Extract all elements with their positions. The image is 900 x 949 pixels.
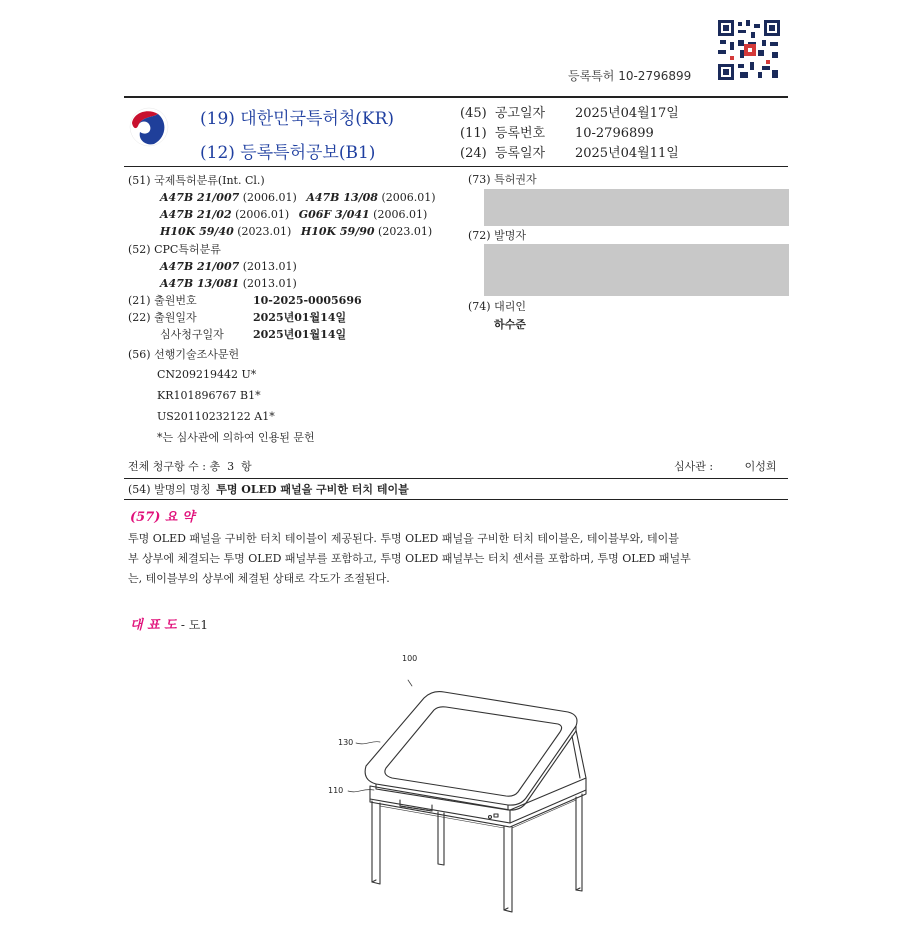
ipc-row: A47B 21/02 (2006.01) G06F 3/041 (2006.01) — [160, 208, 428, 221]
prior-art-item: US20110232122 A1* — [157, 410, 275, 423]
inventor-label: (72) 발명자 — [468, 229, 526, 242]
reg-label: 등록특허 — [568, 69, 615, 83]
office-12: (12) 등록특허공보(B1) — [200, 143, 376, 163]
header-rule — [124, 166, 788, 167]
prior-art-note: *는 심사관에 의하여 인용된 문헌 — [157, 431, 315, 444]
prior-art-heading: (56) 선행기술조사문헌 — [128, 348, 240, 361]
abstract-heading: (57) 요 약 — [130, 510, 195, 525]
abstract-line: 부 상부에 체결되는 투명 OLED 패널부를 포함하고, 투명 OLED 패널부는 터치 센서를 포함하며, 투명 OLED 패널부 — [128, 552, 691, 565]
abstract-body — [128, 529, 691, 589]
exam-date-row: 심사청구일자 2025년01월14일 — [160, 328, 347, 341]
date-row: (24) 등록일자 2025년04월11일 — [460, 146, 679, 161]
ref-110: 110 — [328, 786, 344, 795]
touch-table-drawing — [340, 660, 600, 920]
date-row: (11) 등록번호 10-2796899 — [460, 126, 654, 141]
abstract-line: 는, 테이블부의 상부에 체결된 상태로 각도가 조절된다. — [128, 572, 390, 585]
prior-art-item: CN209219442 U* — [157, 368, 257, 381]
inventor-redacted — [484, 244, 789, 296]
ref-100: 100 — [402, 654, 418, 663]
top-rule — [124, 96, 788, 98]
qr-code — [718, 20, 780, 80]
examiner: 심사관 : 이성희 — [674, 460, 777, 473]
agent-label: (74) 대리인 — [468, 300, 526, 313]
cpc-list — [160, 258, 297, 292]
title-top-rule — [124, 478, 788, 479]
rep-figure: 대 표 도 - 도1 — [130, 618, 208, 633]
app-date-row: (22) 출원일자 2025년01월14일 — [128, 311, 347, 324]
reg-number: 10-2796899 — [618, 69, 692, 83]
ipc-heading: (51) 국제특허분류(Int. Cl.) — [128, 174, 265, 187]
cpc-row: A47B 21/007 (2013.01) — [160, 260, 297, 273]
prior-art-list — [157, 364, 315, 448]
date-row: (45) 공고일자 2025년04월17일 — [460, 106, 679, 121]
claims-count: 전체 청구항 수 : 총 3 항 — [128, 460, 252, 473]
ipc-row: A47B 21/007 (2006.01) A47B 13/08 (2006.01) — [160, 191, 436, 204]
ipc-list — [160, 189, 436, 240]
ipc-row: H10K 59/40 (2023.01) H10K 59/90 (2023.01) — [160, 225, 433, 238]
cpc-heading: (52) CPC특허분류 — [128, 243, 221, 256]
prior-art-item: KR101896767 B1* — [157, 389, 261, 402]
cpc-row: A47B 13/081 (2013.01) — [160, 277, 297, 290]
ref-130: 130 — [338, 738, 354, 747]
patentee-label: (73) 특허권자 — [468, 173, 537, 186]
title-bottom-rule — [124, 499, 788, 500]
agent-name: 하수준 — [494, 318, 526, 331]
office-19: (19) 대한민국특허청(KR) — [200, 109, 395, 129]
patentee-redacted — [484, 189, 789, 226]
taegeuk-logo-icon — [128, 106, 170, 148]
abstract-line: 투명 OLED 패널을 구비한 터치 테이블이 제공된다. 투명 OLED 패널을 구비한 터치 테이블은, 테이블부와, 테이블 — [128, 532, 679, 545]
invention-title-row: (54) 발명의 명칭 투명 OLED 패널을 구비한 터치 테이블 — [128, 483, 409, 496]
app-number-row: (21) 출원번호 10-2025-0005696 — [128, 294, 362, 307]
